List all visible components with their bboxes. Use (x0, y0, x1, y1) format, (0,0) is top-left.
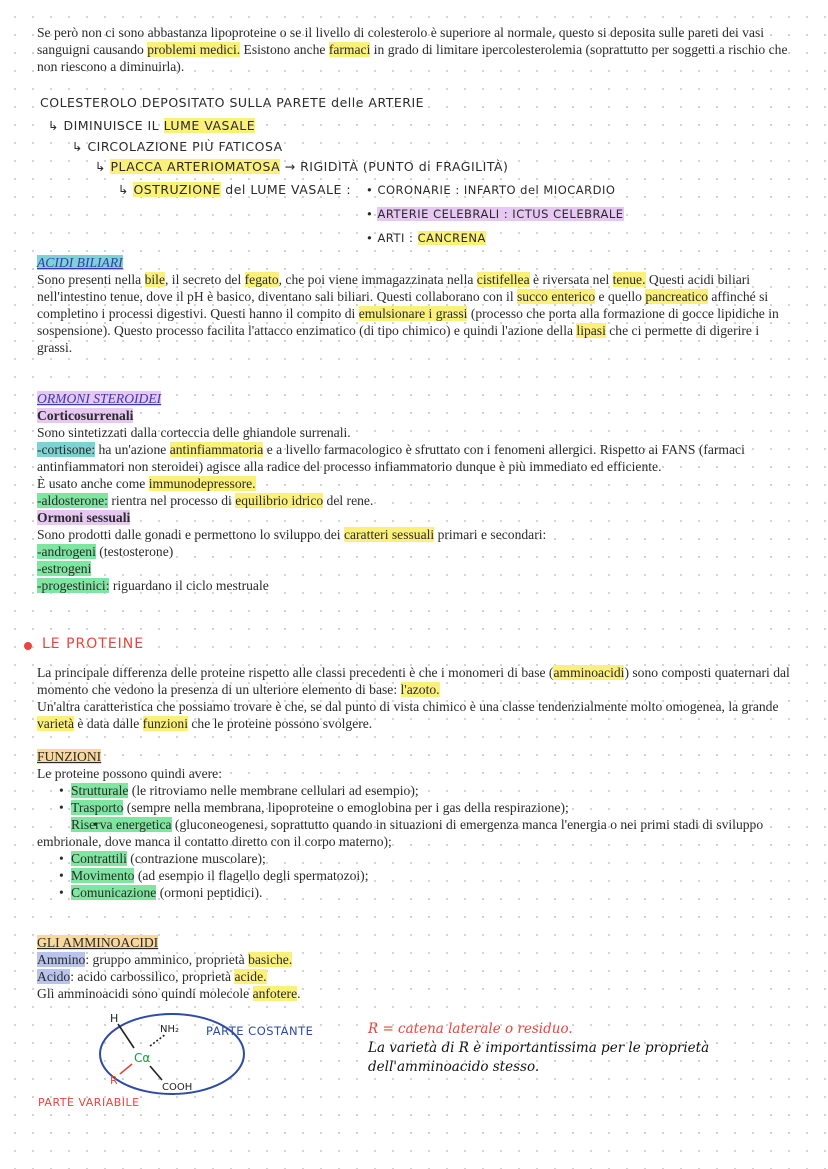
section-funzioni (37, 748, 797, 901)
diagram-line-4: ↳ PLACCA ARTERIOMATOSA → RIGIDITÀ (PUNTO di FRAGILITÀ) (95, 159, 509, 174)
cortisone-extra: È usato anche come immunodepressore. (37, 476, 256, 491)
atom-nh2: NH₂ (160, 1024, 180, 1035)
progestinici-line: -progestinici: riguardano il ciclo mestruale (37, 578, 269, 593)
diagram-item-coronarie: • CORONARIE : INFARTO del MIOCARDIO (366, 183, 616, 197)
parte-costante-label: PARTE COSTANTE (206, 1024, 314, 1038)
highlight-problemi-medici: problemi medici. (147, 42, 241, 57)
diagram-line-3: ↳ CIRCOLAZIONE PIÙ FATICOSA (72, 139, 283, 154)
bond-cooh (150, 1066, 162, 1080)
funzioni-title: FUNZIONI (37, 749, 102, 764)
funzioni-intro: Le proteine possono quindi avere: (37, 766, 222, 781)
sessuali-text: Sono prodotti dalle gonadi e permettono lo sviluppo dei caratteri sessuali primari e secondari: (37, 527, 547, 542)
bullet-dot-icon (24, 642, 32, 650)
acidi-title: ACIDI BILIARI (37, 255, 123, 270)
atom-cooh: COOH (162, 1082, 193, 1093)
diagram-line-1: COLESTEROLO DEPOSITATO SULLA PARETE delle ARTERIE (40, 95, 425, 110)
section-acidi-biliari (37, 254, 797, 356)
list-item: • Movimento (ad esempio il flagello degli spermatozoi); (37, 867, 797, 884)
bond-h (118, 1024, 134, 1048)
amino-acid-structure-diagram (90, 1008, 260, 1108)
estrogeni-line: -estrogeni (37, 561, 92, 576)
list-item: • Contrattili (contrazione muscolare); (37, 850, 797, 867)
list-item: • Comunicazione (ormoni peptidici). (37, 884, 797, 901)
atom-r: R (110, 1074, 118, 1087)
ammino-line: Ammino: gruppo amminico, proprietà basiche. (37, 952, 293, 967)
diagram-line-2: ↳ DIMINUISCE IL LUME VASALE (48, 118, 256, 133)
cortisone-paragraph: -cortisone: ha un'azione antinfiammatoria e a livello farmacologico è sfruttato con i fenomeni allergici. Rispetto ai FANS (farmaci antinfiammatori non steroidei) agisce alla radice del processo infiammatorio dunque è più immediato ed efficiente. (37, 442, 745, 474)
proteine-paragraph-1: La principale differenza delle proteine rispetto alle classi precedenti è che i monomeri di base (amminoacidi) sono composti quaternari dal momento che vedono la presenza di un ulteriore elemento di base: l'azoto. (37, 665, 790, 697)
list-item: • Trasporto (sempre nella membrana, lipoproteine o emoglobina per i gas della respirazione); (37, 799, 797, 816)
highlight-farmaci: farmaci (328, 42, 371, 57)
cortico-text: Sono sintetizzati dalla corteccia delle ghiandole surrenali. (37, 425, 351, 440)
list-item: • Strutturale (le ritroviamo nelle membrane cellulari ad esempio); (37, 782, 797, 799)
note-line-2: La varietà di R è importantissima per le proprietà (368, 1040, 710, 1056)
side-note (368, 1020, 808, 1077)
note-line-3: dell'amminoacido stesso. (368, 1059, 540, 1075)
proteine-paragraph-2: Un'altra caratteristica che possiamo trovare è che, se dal punto di vista chimico è una classe tendenzialmente molto omogenea, la grande varietà è data dalle funzioni che le proteine possono svolgere. (37, 699, 779, 731)
atom-h: H (110, 1012, 119, 1025)
proteine-title: LE PROTEINE (42, 636, 145, 652)
sessuali-title: Ormoni sessuali (37, 510, 131, 525)
amminoacidi-title: GLI AMMINOACIDI (37, 935, 159, 950)
acido-line: Acido: acido carbossilico, proprietà acide. (37, 969, 267, 984)
bond-r (120, 1064, 132, 1074)
bond-nh2 (150, 1034, 166, 1046)
acidi-paragraph: Sono presenti nella bile, il secreto del fegato, che poi viene immagazzinata nella cistifellea è riversata nel tenue. Questi acidi biliari nell'intestino tenue, dove il pH è basico, diventano sali biliari. Questi collaborano con il succo enterico e quello pancreatico affinché si completino i processi digestivi. Questi hanno il compito di emulsionare i grassi (processo che porta alla formazione di gocce lipidiche in sospensione). Questo processo facilita l'attacco enzimatico (di tipo chimico) e quindi l'azione della lipasi che ci permette di digerire i grassi. (37, 272, 779, 355)
ormoni-title: ORMONI STEROIDEI (37, 391, 162, 406)
diagram-line-5: ↳ OSTRUZIONE del LUME VASALE : (118, 182, 352, 197)
cortico-title: Corticosurrenali (37, 408, 134, 423)
anfotere-line: Gli amminoacidi sono quindi molecole anfotere. (37, 986, 301, 1001)
list-item: • Riserva energetica (gluconeogenesi, soprattutto quando in situazioni di emergenza manca l'energia o nei primi stadi di sviluppo embrionale, dove manca il contatto diretto con il corpo materno); (37, 816, 797, 850)
aldosterone-line: -aldosterone: rientra nel processo di equilibrio idrico del rene. (37, 493, 374, 508)
diagram-item-arterie: • ARTERIE CELEBRALI : ICTUS CELEBRALE (366, 207, 624, 221)
atom-calpha: Cα (134, 1051, 151, 1065)
diagram-item-arti: • ARTI : CANCRENA (366, 231, 486, 245)
androgeni-line: -androgeni (testosterone) (37, 544, 174, 559)
section-amminoacidi (37, 934, 797, 1002)
parte-variabile-label: PARTE VARIABILE (38, 1096, 140, 1109)
funzioni-list (37, 782, 797, 901)
section-ormoni-steroidei (37, 390, 797, 594)
note-line-1: R = catena laterale o residuo. (368, 1021, 573, 1037)
intro-paragraph: Se però non ci sono abbastanza lipoproteine o se il livello di colesterolo è superiore al normale, questo si deposita sulle pareti dei vasi sanguigni causando problemi medici. Esistono anche farmaci in grado di limitare ipercolesterolemia (soprattutto per soggetti a rischio che non riescono a diminuirla). (37, 25, 788, 74)
